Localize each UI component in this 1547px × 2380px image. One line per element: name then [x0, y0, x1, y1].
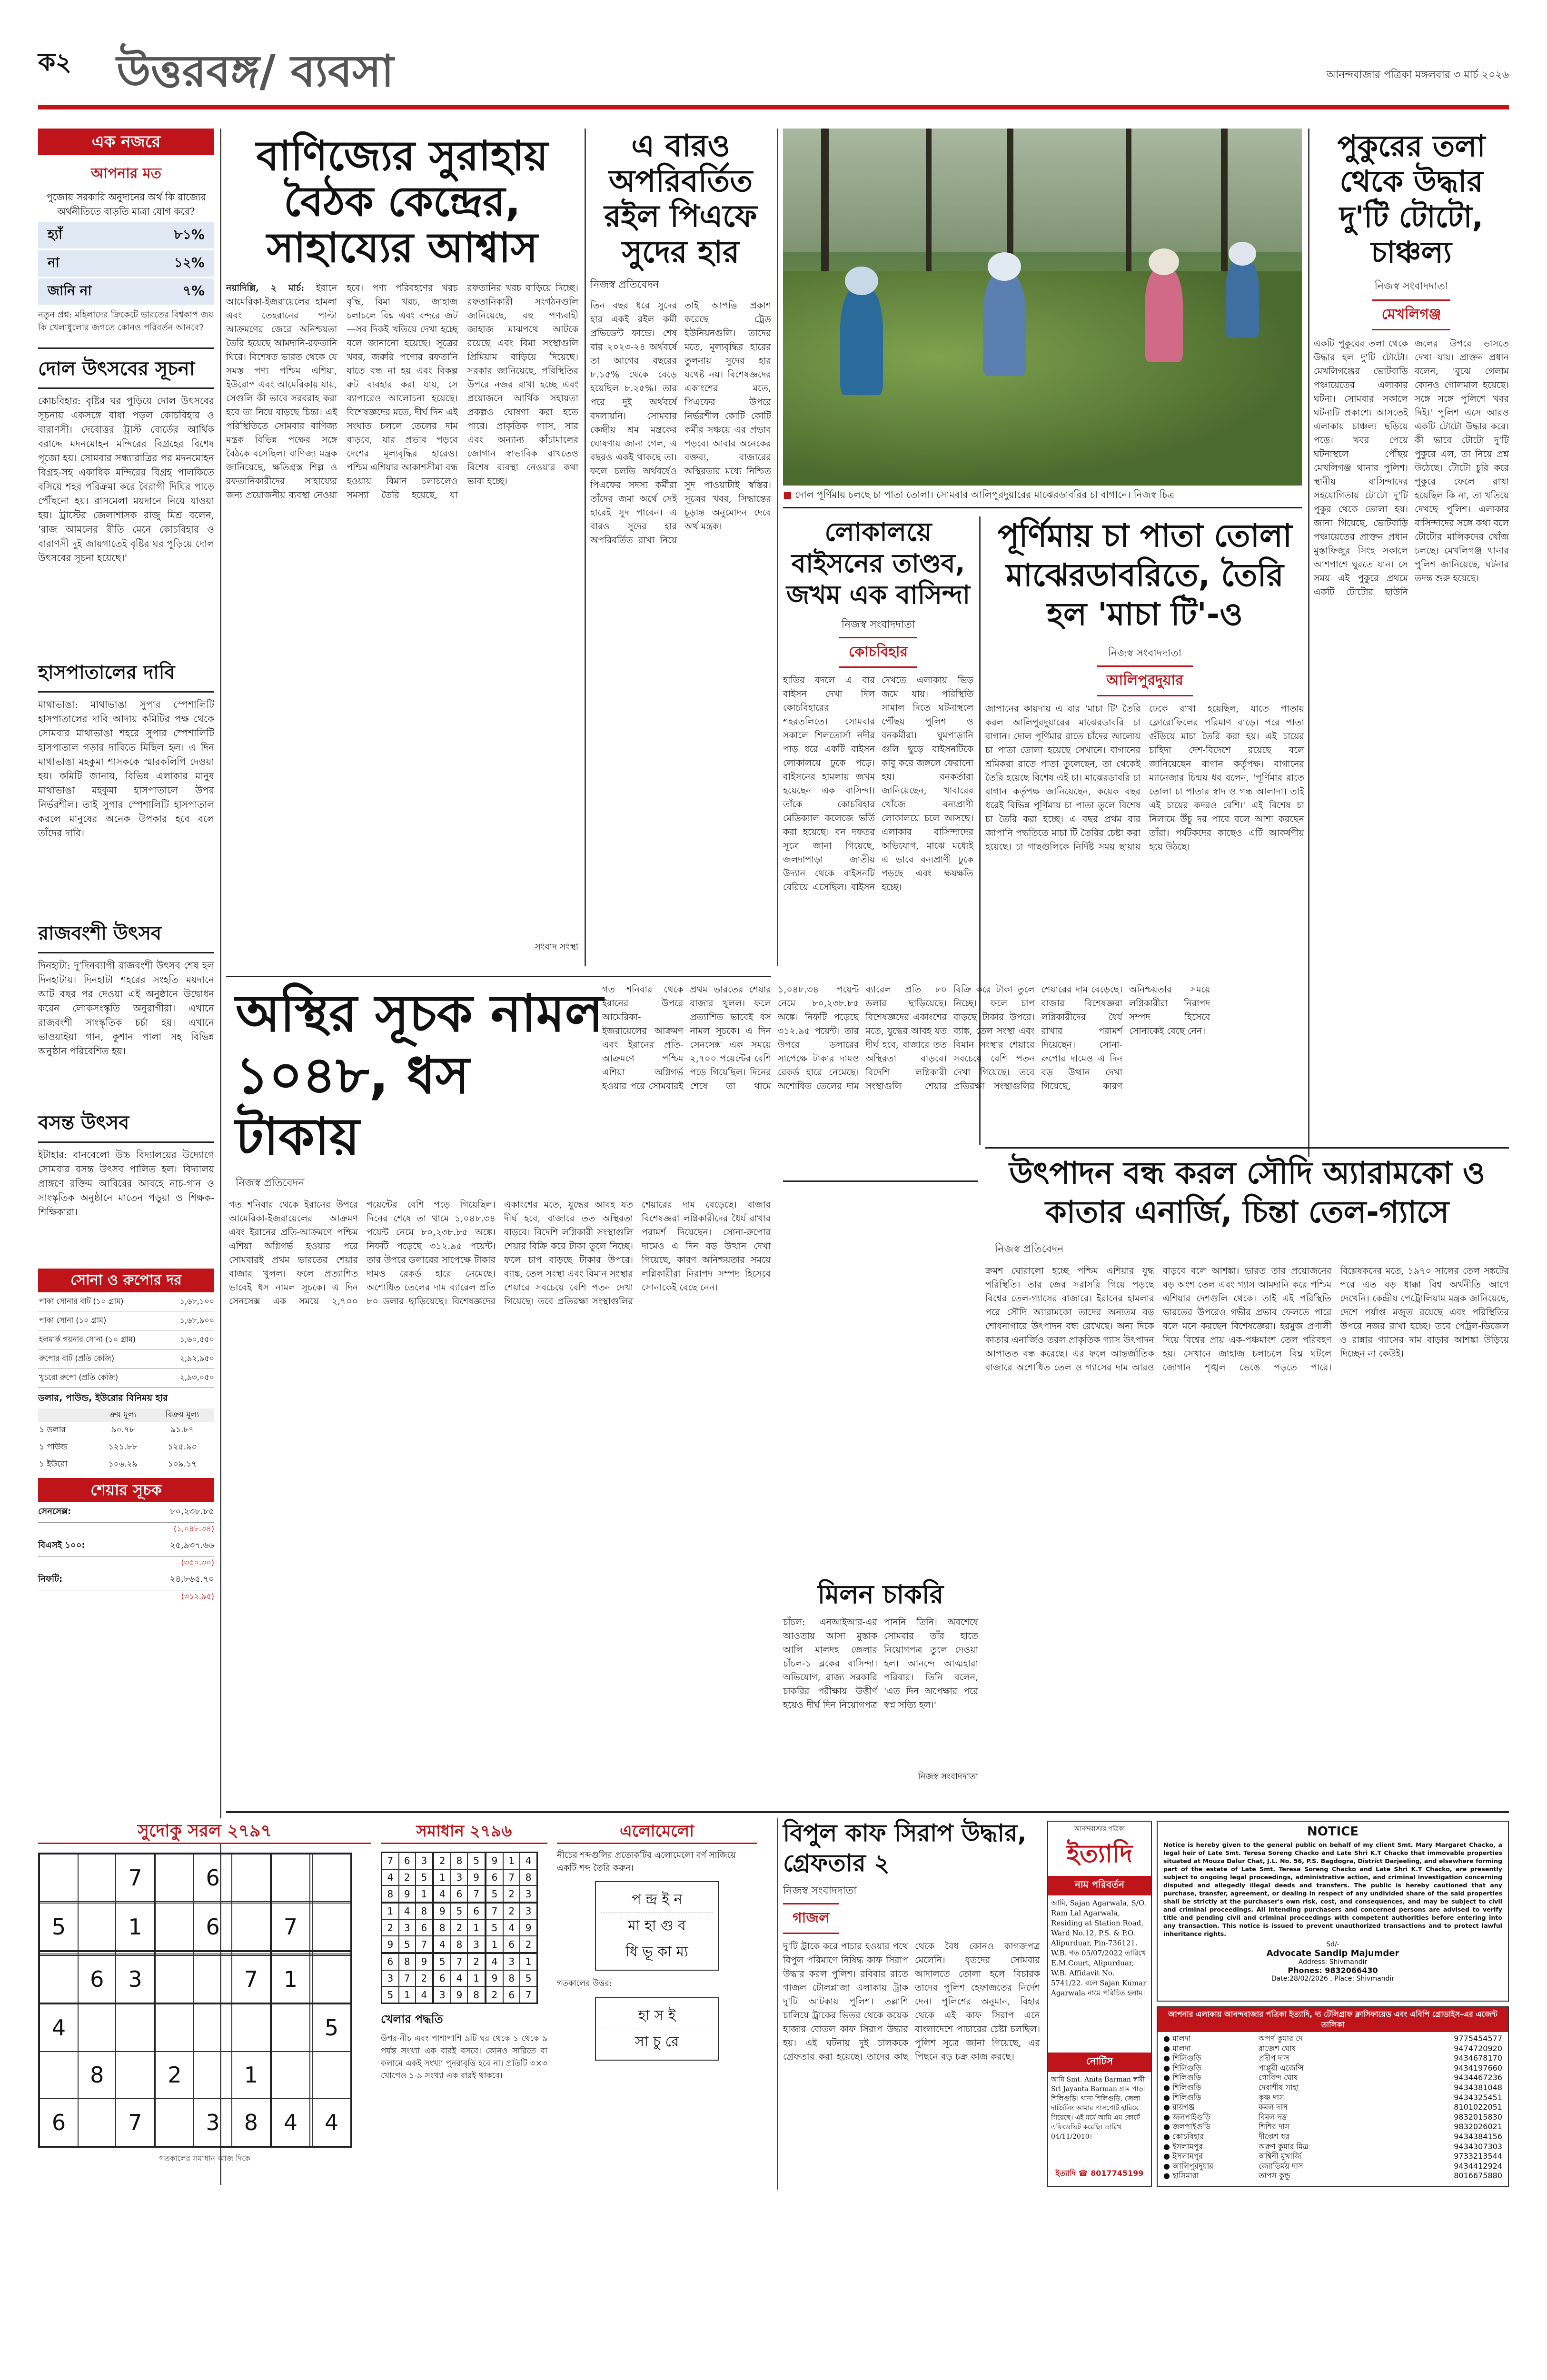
grid-cell — [78, 1903, 116, 1951]
ityadi-brand: ইত্যাদি — [1066, 1840, 1133, 1868]
agent-row: ● ইসলামপুর অরুণ কুমার মিত্র 9434307303 — [1163, 2142, 1502, 2151]
grid-cell: 5 — [486, 1885, 503, 1903]
grid-cell — [39, 1854, 78, 1902]
grid-cell: 7 — [271, 1903, 310, 1951]
ek-nojore-title: এক নজরে — [38, 129, 214, 155]
grid-cell: 6 — [433, 1970, 451, 1986]
masthead — [38, 33, 1509, 119]
grid-cell: 4 — [382, 1869, 399, 1885]
share-row: নিফটি: ২৪,৮৬৫.৭০ — [38, 1569, 214, 1590]
page-number: ক২ — [38, 48, 72, 77]
elomelo-answer-label: গতকালের উত্তর: — [557, 1979, 612, 1988]
fx-table: ক্রয় মূল্য বিক্রয় মূল্য ১ ডলার ৯০.৭৮ ৯১.৮৭ ১ পাউন্ড ১২১.৮৮ ১২৫.৯৩ ১ ইউরো ১০৬.২৯ ১০৯.১৭ — [38, 1408, 214, 1473]
grid-cell — [116, 2052, 155, 2099]
grid-cell: 7 — [486, 1903, 503, 1920]
sensex-byline: নিজস্ব প্রতিবেদন — [236, 1177, 305, 1189]
cough-place: গাজল — [783, 1903, 839, 1934]
grid-cell: 7 — [520, 1986, 537, 2003]
agent-row: ● জলপাইগুড়ি শিশির দাস 9832026021 — [1163, 2122, 1502, 2132]
poll-results — [38, 222, 214, 305]
ityadi-ad2: আমি Smt. Anita Barman স্বামী Sri Jayanta Barman গ্রাম পাড়া শিলিগুড়ি। থানা শিলিগুড়ি, জেলা দার্জিলিং আমার পাসপোর্ট হারিয়ে গিয়েছে। এই মর্মে আমি এম কোর্টে এফিডেভিট করেছি। তারিখ 04/11/2010। — [1051, 2076, 1145, 2141]
agent-list — [1157, 2006, 1509, 2187]
photo-caption: ■ দোল পূর্ণিমায় চলছে চা পাতা তোলা। সোমবার আলিপুরদুয়ারের মাঝেরডাবরির চা বাগানে। নিজস্ব চিত্র — [783, 489, 1175, 500]
ityadi-sub2: নোটিস — [1048, 2053, 1151, 2072]
bison-headline: লোকালয়ে বাইসনের তাণ্ডব, জখম এক বাসিন্দা — [786, 517, 971, 610]
grid-cell — [312, 1903, 351, 1951]
agent-rows — [1158, 2032, 1508, 2183]
ityadi-sub1: নাম পরিবর্তন — [1048, 1876, 1151, 1895]
tea-worker — [840, 286, 883, 395]
grid-cell: 7 — [232, 1955, 271, 2003]
poll-row: না ১২% — [38, 250, 214, 277]
grid-cell: 6 — [194, 1854, 231, 1902]
table-row: ১ ইউরো ১০৬.২৯ ১০৯.১৭ — [39, 1459, 197, 1469]
grid-cell: 1 — [486, 1936, 503, 1953]
grid-cell: 2 — [467, 1953, 485, 1970]
grid-row — [382, 1869, 537, 1885]
grid-row — [382, 1853, 537, 1869]
grid-cell: 1 — [520, 1953, 537, 1970]
dol-title: দোল উৎসবের সূচনা — [38, 347, 214, 389]
grid-row — [382, 1970, 537, 1986]
agent-row: ● জলপাইগুড়ি বিমল দত্ত 9832015830 — [1163, 2112, 1502, 2122]
grid-cell — [78, 1854, 116, 1902]
grid-cell: 6 — [451, 1885, 467, 1903]
grid-cell: 9 — [486, 1970, 503, 1986]
grid-cell: 4 — [451, 1970, 467, 1986]
sudoku-title: সুদোকু সরল ২৭৯৭ — [38, 1818, 371, 1844]
toto-body: একটি পুকুরের তলা থেকে উদ্ধার হল দু'টি টোটো। মেখলিগঞ্জের ভোটবাড়ি পঞ্চায়েতের এলাকার ঘটনা। সোমবার সকালে ঘটনাটি প্রকাশ্যে আসতেই এলাকায় চাঞ্চল্য ছড়িয়ে পড়ে। খবর পেয়ে ঘটনাস্থলে পৌঁছয় মেখলিগঞ্জ থানার পুলিশ। স্থানীয় বাসিন্দাদের সহযোগিতায় টোটো দু'টি পুকুর থেকে তোলা হয়। জানা গিয়েছে, ভোটবাড়ি পঞ্চায়েতের প্রাক্তন প্রধান মুস্তাফিজুর সিংহ সকালে আশপাশে ঘুরতে যান। সে সময় এই পুকুরে প্রথমে একটি টোটোর ছাউনি জলের উপরে ভাসতে দেখা যায়। প্রাক্তন প্রধান বলেন, 'বুঝে গেলাম কোনও গোলমাল হয়েছে। সঙ্গে সঙ্গে পুলিশে খবর দিই।' পুলিশ এসে আরও একটি টোটো উদ্ধার করে। কী ভাবে টোটো দু'টি পুকুরে এল, তা নিয়ে প্রশ্ন উঠেছে। টোটো চুরি করে পুকুরে ফেলে রাখা হয়েছিল কি না, তা খতিয়ে দেখছে পুলিশ। এলাকার বাসিন্দাদের সঙ্গে কথা বলে টোটোর মালিকদের খোঁজ চলছে। মেখলিগঞ্জ থানার পুলিশ জানিয়েছে, ঘটনার তদন্ত শুরু হয়েছে। — [1314, 338, 1509, 597]
grid-cell: 1 — [503, 1853, 520, 1869]
grid-cell: 9 — [451, 1986, 467, 2003]
grid-cell: 8 — [467, 1986, 485, 2003]
grid-cell — [194, 2052, 231, 2099]
grid-cell: 7 — [451, 1953, 467, 1970]
grid-cell: 1 — [399, 1986, 416, 2003]
grid-cell: 3 — [433, 1986, 451, 2003]
cough-body: দু'টি ট্রাকে করে পাচার হওয়ার পথে বিপুল পরিমাণে নিষিদ্ধ কাফ সিরাপ উদ্ধার করল পুলিশ। রবিবার রাতে গাজল টোলপ্লাজা এলাকায় ট্রাক দু'টি আটকায় পুলিশ। তল্লাশি চালিয়ে ট্রাকের ভিতর থেকে কয়েক হাজার বোতল কাফ সিরাপ উদ্ধার হয়। এই ঘটনায় দুই চালককে গ্রেফতার করা হয়েছে। তাদের কাছ থেকে বৈধ কোনও কাগজপত্র মেলেনি। ধৃতদের সোমবার আদালতে তোলা হলে বিচারক তাদের পুলিশ হেফাজতের নির্দেশ দেন। পুলিশের অনুমান, বিহার থেকে এই কাফ সিরাপ এনে বাংলাদেশে পাচারের চেষ্টা চলছিল। পুলিশ সূত্রে জানা গিয়েছে, এর পিছনে বড় চক্র কাজ করছে। — [783, 1941, 1040, 2062]
grid-cell: 2 — [503, 1903, 520, 1920]
agent-row: ● শিলিগুড়ি কৃষ্ণ দাস 9434325451 — [1163, 2092, 1502, 2102]
gold-table — [38, 1292, 214, 1388]
agent-row: ● কোচবিহার দীপ্তেশ ধর 9434384156 — [1163, 2132, 1502, 2141]
aramco-story — [985, 1154, 1509, 1811]
share-rows — [38, 1502, 214, 1603]
grid-cell: 6 — [78, 1955, 116, 2003]
grid-cell: 3 — [503, 1953, 520, 1970]
grid-cell: 1 — [271, 1955, 310, 2003]
grid-cell: 2 — [433, 1853, 451, 1869]
table-row: পাকা সোনা (১০ গ্রাম) ১,৬৮,৯০০ — [38, 1311, 214, 1330]
toto-place: মেখলিগঞ্জ — [1372, 299, 1451, 330]
lead-story — [226, 129, 578, 976]
grid-cell — [155, 1903, 194, 1951]
grid-cell: 6 — [486, 1869, 503, 1885]
lead-headline: বাণিজ্যের সুরাহায় বৈঠক কেন্দ্রের, সাহায্যের আশ্বাস — [256, 132, 548, 272]
sudoku-grid — [38, 1853, 352, 2148]
grid-cell: 2 — [451, 1920, 467, 1936]
grid-cell — [78, 2003, 116, 2052]
pf-body: তিন বছর ধরে সুদের হার একই রইল কর্মী প্রভিডেন্ট ফান্ডে। শেষ বার ২০২৩-২৪ অর্থবর্ষে তা আগের বছরের ৮.১৫% থেকে বেড়ে হয়েছিল ৮.২৫%। তার পরে দুই অর্থবর্ষে বদলায়নি। সোমবার কেন্দ্রীয় শ্রম মন্ত্রকের ঘোষণায় জানা গেল, এ বছরও একই থাকছে তা। ফলে চলতি অর্থবর্ষেও পিএফের সদস্য কর্মীরা তাঁদের জমা অর্থে সেই হারেই সুদ পাবেন। এ বারও সুদের হার অপরিবর্তিত রাখা নিয়ে তাই আপত্তি প্রকাশ করেছে ট্রেড ইউনিয়নগুলি। তাদের মতে, মূল্যবৃদ্ধির হারের তুলনায় সুদের হার যথেষ্ট নয়। বিশেষজ্ঞদের একাংশের মতে, পিএফের উপরে নির্ভরশীল কোটি কোটি কর্মীর সঞ্চয়ে এর প্রভাব পড়বে। আবার অনেকের বক্তব্য, বাজারের অস্থিরতার মধ্যে নিশ্চিত সুদ পাওয়াটাই স্বস্তির। সূত্রের খবর, সিদ্ধান্তের চূড়ান্ত অনুমোদন দেবে অর্থ মন্ত্রক। — [590, 300, 771, 545]
grid-cell: 4 — [271, 2099, 310, 2147]
agent-row: ● মালদা অপর্ণ কুমার দে 9775454577 — [1163, 2034, 1502, 2043]
grid-row — [39, 1903, 351, 1951]
grid-cell: 4 — [433, 1936, 451, 1953]
grid-cell: 5 — [486, 1920, 503, 1936]
notice-phone: Phones: 9832066430 — [1288, 1966, 1378, 1975]
grid-cell: 6 — [194, 1903, 231, 1951]
grid-cell: 5 — [467, 1853, 485, 1869]
grid-cell: 7 — [382, 1853, 399, 1869]
fx-title: ডলার, পাউন্ড, ইউরোর বিনিময় হার — [38, 1393, 168, 1403]
pf-headline: এ বারও অপরিবর্তিত রইল পিএফে সুদের হার — [604, 129, 757, 270]
grid-cell — [39, 1955, 78, 2003]
grid-cell: 3 — [416, 1853, 433, 1869]
tea-headline: পূর্ণিমায় চা পাতা তোলা মাঝেরডাবরিতে, তৈরি হল 'মাচা টি'-ও — [997, 517, 1292, 633]
grid-cell: 8 — [433, 1920, 451, 1936]
elomelo-box-2 — [595, 1997, 719, 2061]
agent-row: ● রায়গঞ্জ কমল দাস 8101022051 — [1163, 2102, 1502, 2112]
share-row: বিএসই ১০০: ২৫,৯৩৭.৬৬ — [38, 1536, 214, 1557]
poll-next: নতুন প্রশ্ন: মহিলাদের ক্রিকেটে ভারতের বিশ্বকাপ জয় কি খেলাধুলোর জগতে কোনও পরিবর্তন আনবে? — [38, 310, 214, 333]
legal-notice — [1157, 1821, 1509, 2002]
table-row: ১ ডলার ৯০.৭৮ ৯১.৮৭ — [39, 1425, 194, 1435]
elomelo-word: প ন্দ্র ই ন — [601, 1887, 713, 1913]
grid-cell — [271, 2052, 310, 2099]
grid-cell — [194, 2003, 231, 2052]
bison-body: হাতির বদলে এ বার বাইসন দেখা দিল কোচবিহারের শহরতলিতে। সোমবার সকালে শিলতোর্সা নদীর পাড় ধরে একটি বাইসন লোকালয়ে ঢুকে পড়ে। বাইসনের হামলায় জখম হয়েছেন এক বাসিন্দা। তাঁকে কোচবিহার মেডিক্যাল কলেজে ভর্তি করা হয়েছে। বন দফতর সূত্রে জানা গিয়েছে, জলদাপাড়া জাতীয় উদ্যান থেকে বাইসনটি বেরিয়ে এসেছিল। বাইসন দেখতে এলাকায় ভিড় জমে যায়। পরিস্থিতি সামাল দিতে ঘটনাস্থলে পৌঁছয় পুলিশ ও বনকর্মীরা। ঘুমপাড়ানি গুলি ছুড়ে বাইসনটিকে কাবু করে জঙ্গলে ফেরানো হয়। বনকর্তারা জানিয়েছেন, খাবারের খোঁজে বন্যপ্রাণী লোকালয়ে চলে আসছে। এলাকার বাসিন্দাদের অভিযোগ, মাঝে মধ্যেই এ ভাবে বন্যপ্রাণী ঢুকে পড়ছে এবং ক্ষয়ক্ষতি হচ্ছে। — [783, 674, 973, 892]
rules-body: উপর-নীচ এবং পাশাপাশি ৯টি ঘর থেকে ১ থেকে ৯ পর্যন্ত সংখ্যা এক বারই বসবে। কোনও সারিতে বা কলামে একই সংখ্যা পুনরাবৃত্তি হবে না। প্রতিটি ৩×৩ খোপেও ১-৯ সংখ্যা এক বারই থাকবে। — [381, 2034, 547, 2081]
grid-cell: 8 — [451, 1936, 467, 1953]
poll-title: আপনার মত — [90, 165, 162, 182]
paper-date: আনন্দবাজার পত্রিকা মঙ্গলবার ৩ মার্চ ২০২৬ — [1326, 69, 1509, 81]
grid-cell: 7 — [467, 1885, 485, 1903]
tea-worker — [1229, 242, 1256, 266]
grid-cell: 6 — [503, 1986, 520, 2003]
grid-cell: 3 — [399, 1920, 416, 1936]
poll-row: জানি না ৭% — [38, 278, 214, 305]
grid-cell — [155, 1854, 194, 1902]
tea-worker — [1145, 267, 1183, 362]
grid-cell: 2 — [503, 1885, 520, 1903]
grid-cell: 1 — [382, 1903, 399, 1920]
grid-cell: 3 — [194, 2099, 231, 2147]
grid-cell: 5 — [382, 1986, 399, 2003]
ityadi-phone: ইত্যাদি ☎ 8017745199 — [1055, 2169, 1144, 2178]
grid-cell: 4 — [503, 1920, 520, 1936]
tea-worker — [1149, 248, 1179, 275]
cough-headline: বিপুল কাফ সিরাপ উদ্ধার, গ্রেফতার ২ — [783, 1819, 1027, 1877]
notice-advocate: Advocate Sandip Majumder — [1266, 1948, 1399, 1958]
agent-title: আপনার এলাকায় আনন্দবাজার পত্রিকা ইত্যাদি, দ্য টেলিগ্রাফ ক্লাসিফায়েড এবং এবিপি গ্রোডাইস-এর এজেন্ট তালিকা — [1158, 2007, 1508, 2032]
aramco-headline: উৎপাদন বন্ধ করল সৌদি অ্যারামকো ও কাতার এনার্জি, চিন্তা তেল-গ্যাসে — [1009, 1156, 1485, 1230]
grid-cell: 8 — [503, 1970, 520, 1986]
elomelo-intro: নীচের শব্দগুলির প্রত্যেকটির এলোমেলো বর্ণ সাজিয়ে একটি শব্দ তৈরি করুন। — [557, 1850, 736, 1873]
grid-cell: 3 — [467, 1936, 485, 1953]
table-row: পাকা সোনার বাট (১০ গ্রাম) ১,৬৮,১০০ — [38, 1292, 214, 1311]
agent-row: ● আলিপুরদুয়ার জ্যোতির্ময় দাস 9434412924 — [1163, 2161, 1502, 2171]
sensex-body-top: গত শনিবার থেকে ইরানের উপরে আমেরিকা-ইজরায়েলের আক্রমণ এবং ইরানের প্রতি-আক্রমণে পশ্চিম এশিয়া অগ্নিগর্ভ হওয়ার পরে সোমবারই প্রথম ভারতের শেয়ার বাজার খুলল। ফলে প্রত্যাশিত ভাবেই ধস নামল সূচকে। এ দিন সেনসেক্স এক সময়ে ২,৭০০ পয়েন্টের বেশি পড়ে গিয়েছিল। দিনের শেষে তা থামে ১,০৪৮.৩৪ পয়েন্ট নেমে ৮০,২৩৮.৮৫ অঙ্কে। নিফটি পড়েছে ৩১২.৯৫ পয়েন্ট। তার উপরে ডলারের সাপেক্ষে টাকার দামও রেকর্ড হারে নেমেছে। অশোধিত তেলের দাম ব্যারেল প্রতি ৮০ ডলার ছাড়িয়েছে। বিশেষজ্ঞদের একাংশের মতে, যুদ্ধের আবহ যত দীর্ঘ হবে, বাজারে তত অস্থিরতা বাড়বে। বিদেশি লগ্নিকারী সংস্থাগুলি শেয়ার বিক্রি করে টাকা তুলে নিচ্ছে। ফলে চাপ বাড়ছে টাকার উপরে। ব্যাঙ্ক, তেল সংস্থা এবং বিমান সংস্থার শেয়ারে সবচেয়ে বেশি পতন দেখা গিয়েছে। তবে প্রতিরক্ষা সংস্থাগুলির শেয়ারের দাম বেড়েছে। বাজার বিশেষজ্ঞরা লগ্নিকারীদের ধৈর্য রাখার পরামর্শ দিয়েছেন। সোনা-রুপোর দামেও এ দিন বড় উত্থান দেখা গিয়েছে, কারণ অনিশ্চয়তার সময়ে লগ্নিকারীরা নিরাপদ সম্পদ হিসেবে সোনাকেই বেছে নেন। — [602, 984, 1210, 1091]
sudoku-puzzle — [38, 1818, 371, 2190]
bison-byline: নিজস্ব সংবাদদাতা — [841, 618, 915, 631]
grid-cell: 6 — [382, 1953, 399, 1970]
grid-cell — [232, 1903, 271, 1951]
solution-grid — [381, 1852, 538, 2004]
grid-cell — [312, 1955, 351, 2003]
grid-cell: 3 — [116, 1955, 155, 2003]
milon-credit: নিজস্ব সংবাদদাতা — [918, 1772, 978, 1782]
grid-row — [382, 1936, 537, 1953]
agent-row: ● শিলিগুড়ি দেবাশীষ সাহা 9434381048 — [1163, 2082, 1502, 2092]
ityadi-classifieds — [1047, 1821, 1152, 2187]
notice-date: Date:28/02/2026 , Place: Shivmandir — [1271, 1975, 1395, 1983]
grid-cell: 7 — [116, 2099, 155, 2147]
grid-cell: 2 — [382, 1920, 399, 1936]
grid-cell: 9 — [382, 1936, 399, 1953]
hosp-body: মাথাভাঙা: মাথাভাঙা সুপার স্পেশালিটি হাসপাতালের দাবি আদায় কমিটির পক্ষ থেকে সোমবার মাথাভাঙা শহরে সুপার স্পেশালিটি হাসপাতাল গড়ার দাবিতে মিছিল হল। এ দিন মাথাভাঙা মহকুমা শাসককে স্মারকলিপি দেওয়া হয়। কমিটি জানায়, বিভিন্ন এলাকার মানুষ মাথাভাঙা মহকুমা হাসপাতালে উপর নির্ভরশীল। তাই সুপার স্পেশালিটি হাসপাতাল করলে মানুষের অনেক উপকার হবে বলে তাঁদের দাবি। — [38, 699, 214, 839]
raj-body: দিনহাটা: দু'দিনব্যাপী রাজবংশী উৎসব শেষ হল দিনহাটায়। দিনহাটা শহরের সংহতি ময়দানে আট বছর পর দেওয়া এই অনুষ্ঠানে উদ্বোধন করেন লোকসংস্কৃতি অনুরাগীরা। এখানে রাজবংশী সাংস্কৃতিক চর্চা হয়। এখানে ভাওয়াইয়া গান, কুশান পালা সহ বিভিন্ন অনুষ্ঠান পরিবেশিত হয়। — [38, 960, 214, 1057]
grid-cell — [271, 2003, 310, 2052]
toto-headline: পুকুরের তলা থেকে উদ্ধার দু'টি টোটো, চাঞ্চল্য — [1337, 129, 1486, 270]
grid-cell: 3 — [451, 1869, 467, 1885]
grid-cell — [232, 2003, 271, 2052]
lead-credit: সংবাদ সংস্থা — [535, 941, 578, 952]
agent-row: ● শিলিগুড়ি পাপ্পুরী এজেন্সি 9434197660 — [1163, 2063, 1502, 2073]
gold-title: সোনা ও রুপোর দর — [38, 1269, 214, 1292]
table-row: হলমার্ক গয়নার সোনা (১০ গ্রাম) ১,৬০,৫৫০ — [38, 1330, 214, 1349]
lead-body: নয়াদিল্লি, ২ মার্চ: ইরানে আমেরিকা-ইজরায়েলের হামলা এবং তেহরানের পাল্টা আক্রমণের জেরে অনিশ্চয়তা তৈরি হয়েছে আমদানি-রফতানি ঘিরে। বিশেষত ভারত থেকে যে সমস্ত পণ্য পশ্চিম এশিয়া, ইউরোপ এবং আমেরিকায় যায়, সেগুলি কী ভাবে সরবরাহ করা হবে তা নিয়ে বাড়ছে চিন্তা। এই পরিস্থিতিতে সোমবার বাণিজ্য মন্ত্রক বিভিন্ন পক্ষের সঙ্গে বৈঠকে বসেছিল। বাণিজ্য মন্ত্রক জানিয়েছে, ক্ষতিগ্রস্ত শিল্প ও রফতানিকারীদের সাহায্যের জন্য প্রয়োজনীয় ব্যবস্থা নেওয়া হবে। পণ্য পরিবহণের খরচ বৃদ্ধি, বিমা খরচ, জাহাজ চলাচলে বিঘ্ন এবং বন্দরে জট—সব দিকই খতিয়ে দেখা হচ্ছে বলে জানানো হয়েছে। সূত্রের খবর, জরুরি পণ্যের রফতানি যাতে বন্ধ না হয় এবং বিকল্প রুট ব্যবহার করা যায়, সে ব্যাপারেও আলোচনা হয়েছে। বিশেষজ্ঞদের মতে, দীর্ঘ দিন এই সংঘাত চললে তেলের দাম বাড়বে, যার প্রভাব পড়বে দেশের মূল্যবৃদ্ধির হারেও। পশ্চিম এশিয়ার আকাশসীমা বন্ধ হওয়ায় বিমান চলাচলেও সমস্যা তৈরি হয়েছে, যা রফতানির খরচ বাড়িয়ে দিচ্ছে। রফতানিকারী সংগঠনগুলি জানিয়েছে, বহু পণ্যবাহী জাহাজ মাঝপথে আটকে রয়েছে এবং বিমা সংস্থাগুলি প্রিমিয়াম বাড়িয়ে দিয়েছে। সরকার জানিয়েছে, পরিস্থিতির উপরে নজর রাখা হচ্ছে এবং প্রয়োজনে আর্থিক সহায়তা প্রকল্পও ঘোষণা করা হতে পারে। প্রাকৃতিক গ্যাস, সার এবং অন্যান্য কাঁচামালের জোগান স্বাভাবিক রাখতেও বিশেষ ব্যবস্থা নেওয়ার কথা ভাবা হচ্ছে। — [226, 282, 578, 500]
grid-cell: 5 — [399, 1936, 416, 1953]
section-title: উত্তরবঙ্গ/ ব্যবসা — [117, 46, 394, 97]
grid-cell — [232, 1854, 271, 1902]
grid-cell: 8 — [451, 1853, 467, 1869]
milon-headline: মিলন চাকরি — [817, 1579, 944, 1609]
grid-cell: 1 — [467, 1920, 485, 1936]
grid-cell: 8 — [382, 1885, 399, 1903]
grid-cell: 7 — [503, 1869, 520, 1885]
grid-cell: 7 — [416, 1936, 433, 1953]
notice-sign: Sd/- — [1326, 1941, 1339, 1948]
agent-row: ● শিলিগুড়ি প্রদীপ দাস 9434678170 — [1163, 2053, 1502, 2063]
pf-story — [590, 129, 771, 966]
grid-cell: 2 — [416, 1970, 433, 1986]
grid-cell — [155, 2003, 194, 2052]
basanta-title: বসন্ত উৎসব — [38, 1108, 214, 1143]
elomelo-puzzle — [557, 1818, 757, 2190]
agent-row: ● শিলিগুড়ি গোবিন্দ ঘোষ 9434467236 — [1163, 2073, 1502, 2082]
dol-body: কোচবিহার: বৃষ্টির ঘর পুড়িয়ে দোল উৎসবের সূচনায় একসঙ্গে বাধা পড়ল কোচবিহার ও বারাণসী। দেবোত্তর ট্রাস্ট বোর্ডের আর্থিক বরাদ্দে মদনমোহন মন্দিরের বিগ্রহের বিশেষ পূজো হয়। সোমবার সন্ধ্যারাত্রির পর মদনমোহন বিগ্রহ-সহ একাধিক মন্দিরের বিগ্রহ পালকিতে বসিয়ে শহর পরিক্রমা করে বৈরাগী দিঘির পাড়ে পৌঁছনো হয়। রাসমেলা ময়দানে নিয়ে যাওয়া হয়। ট্রাস্টের জেলাশাসক রাজু মিশ্র বলেন, 'রাজ আমলের রীতি মেনে কোচবিহার ও বারাণসী দুই জায়গাতেই বৃষ্টির ঘর পুড়িয়ে দোল উৎসবের সূচনা হয়েছে।' — [38, 395, 214, 564]
grid-cell: 2 — [399, 1869, 416, 1885]
grid-cell — [39, 2052, 78, 2099]
grid-row — [382, 1953, 537, 1970]
elomelo-word: সা চু রে — [635, 2033, 679, 2050]
notice-body: Notice is hereby given to the general public on behalf of my client Smt. Mary Margaret Chacko, a legal heir of Late Smt. Teresa Soreng Chacko and Late Shri K.T Chacko that immovable properties situated at Mouza Dalur Chat, J.L. No. 56, P.S. Bagdogra, District Darjeeling, and elsewhere forming part of the estate of Late Smt. Teresa Soreng Chacko and Late Shri K.T Chacko, are presently subject to ongoing legal proceedings, administrative action, and criminal investigation concerning disputed and allegedly illegal deeds and transfers. The public is hereby cautioned that any purchase, transfer, agreement, or dealing in respect of any undivided share of the said properties shall be strictly at the purchaser's own risk, cost, and consequences, and may be subject to civil and criminal proceedings. All intending purchasers and concerned persons are advised to verify title and pending civil and criminal proceedings with competent authorities before entering into any transaction. This notice is issued to prevent unauthorized transactions and to protect lawful inheritance rights. — [1163, 1841, 1502, 1937]
table-row: খুচরো রুপো (প্রতি কেজি) ২,৯৩,০৫০ — [38, 1368, 214, 1388]
grid-cell: 6 — [416, 1920, 433, 1936]
rules-title: খেলার পদ্ধতি — [381, 2013, 443, 2026]
share-change: (৩৫০.৩০) — [181, 1558, 214, 1567]
grid-cell — [155, 2099, 194, 2147]
elomelo-word: হা স ই — [601, 2003, 713, 2029]
grid-row — [39, 1955, 351, 2003]
grid-cell: 1 — [467, 1970, 485, 1986]
cough-story — [783, 1818, 1040, 2190]
grid-cell: 9 — [520, 1920, 537, 1936]
grid-cell: 8 — [232, 2099, 271, 2147]
grid-cell: 5 — [433, 1953, 451, 1970]
grid-cell: 6 — [467, 1903, 485, 1920]
sudoku-note: গতকালের সমাধান আজ দিকে — [159, 2154, 250, 2163]
poll-question: পুজোয় সরকারি অনুদানের অর্থ কি রাজ্যের অর্থনীতিতে বাড়তি মাত্রা যোগ করে? — [46, 191, 206, 217]
grid-cell: 9 — [416, 1953, 433, 1970]
table-row: ১ পাউন্ড ১২১.৮৮ ১২৫.৯৩ — [39, 1442, 197, 1452]
raj-title: রাজবংশী উৎসব — [38, 918, 214, 953]
grid-cell: 9 — [399, 1885, 416, 1903]
grid-cell: 2 — [520, 1936, 537, 1953]
grid-cell: 9 — [467, 1869, 485, 1885]
pf-byline: নিজস্ব প্রতিবেদন — [590, 278, 659, 291]
grid-row — [382, 1903, 537, 1920]
tea-worker — [983, 271, 1026, 376]
tea-worker — [1226, 257, 1259, 338]
elomelo-word: ধি ভূ কা ম্য — [625, 1944, 688, 1960]
aramco-body: ক্রমশ ঘোরালো হচ্ছে পশ্চিম এশিয়ার যুদ্ধ পরিস্থিতি। তার জের সরাসরি গিয়ে পড়ছে বিশ্বের তেল-গ্যাসের বাজারে। ইরানের হামলার পরে সৌদি অ্যারামকো তাদের অন্যতম বড় শোধনাগারে উৎপাদন বন্ধ রেখেছে। অন্য দিকে কাতার এনার্জিও তরল প্রাকৃতিক গ্যাস উৎপাদন আপাতত বন্ধ করেছে। এর ফলে আন্তর্জাতিক বাজারে অশোধিত তেল ও গ্যাসের দাম আরও বাড়বে বলে আশঙ্কা। ভারত তার প্রয়োজনের বড় অংশ তেল এবং গ্যাস আমদানি করে পশ্চিম এশিয়ার দেশগুলি থেকে। তাই এই পরিস্থিতি ভারতের উপরেও গভীর প্রভাব ফেলতে পারে বলে মনে করছেন বিশেষজ্ঞেরা। হরমুজ প্রণালী দিয়ে বিশ্বের প্রায় এক-পঞ্চমাংশ তেল পরিবহণ হয়। সেখানে জাহাজ চলাচলে বিঘ্ন ঘটলে জোগান শৃঙ্খল ভেঙে পড়তে পারে। বিশ্লেষকদের মতে, ১৯৭০ সালের তেল সঙ্কটের পরে এত বড় ধাক্কা বিশ্ব অর্থনীতি আগে দেখেনি। কেন্দ্রীয় পেট্রোলিয়াম মন্ত্রক জানিয়েছে, দেশে পর্যাপ্ত মজুত রয়েছে এবং পরিস্থিতির উপরে নজর রাখা হচ্ছে। তবে পেট্রল-ডিজেল ও রান্নার গ্যাসের দাম বাড়ার আশঙ্কা উড়িয়ে দিচ্ছেন না কেউই। — [985, 1265, 1509, 1373]
solution-title: সমাধান ২৭৯৬ — [381, 1818, 547, 1844]
grid-cell — [116, 2003, 155, 2052]
grid-cell — [78, 2099, 116, 2147]
tea-worker — [988, 252, 1021, 281]
grid-cell: 3 — [520, 1885, 537, 1903]
grid-row — [382, 1986, 537, 2003]
grid-cell — [312, 2052, 351, 2099]
grid-cell: 3 — [382, 1970, 399, 1986]
grid-cell: 4 — [433, 1885, 451, 1903]
agent-row: ● ইসলামপুর অশ্বিনী মুখার্জি 9733213544 — [1163, 2152, 1502, 2161]
sensex-body: গত শনিবার থেকে ইরানের উপরে আমেরিকা-ইজরায়েলের আক্রমণ এবং ইরানের প্রতি-আক্রমণে পশ্চিম এশিয়া অগ্নিগর্ভ হওয়ার পরে সোমবারই প্রথম ভারতের শেয়ার বাজার খুলল। ফলে প্রত্যাশিত ভাবেই ধস নামল সূচকে। এ দিন সেনসেক্স এক সময়ে ২,৭০০ পয়েন্টের বেশি পড়ে গিয়েছিল। দিনের শেষে তা থামে ১,০৪৮.৩৪ পয়েন্ট নেমে ৮০,২৩৮.৮৫ অঙ্কে। নিফটি পড়েছে ৩১২.৯৫ পয়েন্ট। তার উপরে ডলারের সাপেক্ষে টাকার দামও রেকর্ড হারে নেমেছে। অশোধিত তেলের দাম ব্যারেল প্রতি ৮০ ডলার ছাড়িয়েছে। বিশেষজ্ঞদের একাংশের মতে, যুদ্ধের আবহ যত দীর্ঘ হবে, বাজারে তত অস্থিরতা বাড়বে। বিদেশি লগ্নিকারী সংস্থাগুলি শেয়ার বিক্রি করে টাকা তুলে নিচ্ছে। ফলে চাপ বাড়ছে টাকার উপরে। ব্যাঙ্ক, তেল সংস্থা এবং বিমান সংস্থার শেয়ারে সবচেয়ে বেশি পতন দেখা গিয়েছে। তবে প্রতিরক্ষা সংস্থাগুলির শেয়ারের দাম বেড়েছে। বাজার বিশেষজ্ঞরা লগ্নিকারীদের ধৈর্য রাখার পরামর্শ দিয়েছেন। সোনা-রুপোর দামেও এ দিন বড় উত্থান দেখা গিয়েছে, কারণ অনিশ্চয়তার সময়ে লগ্নিকারীরা নিরাপদ সম্পদ হিসেবে সোনাকেই বেছে নেন। — [229, 1199, 771, 1307]
grid-cell: 5 — [39, 1903, 78, 1951]
grid-row — [39, 2099, 351, 2147]
milon-body: চাঁচল: এনআইআর-এর আওতায় আসা মুস্তাক আলি মালদহ জেলার চাঁচল-১ ব্লকের বাসিন্দা। অভিযোগ, রাজ্য সরকারি চাকরির পরীক্ষায় উত্তীর্ণ হয়েও দীর্ঘ দিন নিয়োগপত্র পাননি তিনি। অবশেষে সোমবার তাঁর হাতে নিয়োগপত্র তুলে দেওয়া হল। আনন্দে আত্মহারা পরিবার। তিনি বলেন, 'এত দিন অপেক্ষার পরে স্বপ্ন সত্যি হল।' — [783, 1617, 978, 1711]
elomelo-title: এলোমেলো — [557, 1818, 757, 1844]
ityadi-brand-top: আনন্দবাজার পত্রিকা — [1074, 1825, 1125, 1833]
grid-cell: 4 — [399, 1903, 416, 1920]
grid-cell: 5 — [312, 2003, 351, 2052]
bison-place: কোচবিহার — [839, 637, 917, 668]
grid-row — [39, 2052, 351, 2099]
poll-row: হ্যাঁ ৮১% — [38, 222, 214, 248]
share-title: শেয়ার সূচক — [38, 1478, 214, 1502]
agent-row: ● মালদা রাজেশ ঘোষ 9474720920 — [1163, 2043, 1502, 2053]
grid-cell: 1 — [232, 2052, 271, 2099]
share-row: সেনসেক্স: ৮০,২৩৮.৮৫ — [38, 1502, 214, 1523]
share-change: (৩১২.৯৫) — [181, 1592, 214, 1601]
grid-cell: 5 — [451, 1903, 467, 1920]
share-change: (১,০৪৮.৩৪) — [174, 1524, 214, 1533]
grid-cell: 4 — [416, 1986, 433, 2003]
notice-title: NOTICE — [1307, 1825, 1359, 1839]
tea-place: আলিপুরদুয়ার — [1097, 665, 1192, 696]
sudoku-solution — [381, 1818, 547, 2190]
grid-row — [382, 1920, 537, 1936]
elomelo-box — [595, 1881, 719, 1971]
grid-cell: 4 — [520, 1853, 537, 1869]
grid-cell: 8 — [520, 1869, 537, 1885]
grid-cell: 1 — [416, 1885, 433, 1903]
grid-cell — [271, 1854, 310, 1902]
grid-row — [382, 1885, 537, 1903]
grid-row — [39, 1854, 351, 1902]
tea-worker — [845, 267, 878, 295]
milon-story — [783, 1580, 978, 1804]
grid-cell: 7 — [399, 1970, 416, 1986]
grid-cell — [194, 1955, 231, 2003]
grid-cell — [155, 1955, 194, 2003]
grid-cell: 8 — [78, 2052, 116, 2099]
grid-cell: 1 — [116, 1903, 155, 1951]
grid-cell: 9 — [486, 1853, 503, 1869]
grid-cell: 6 — [503, 1936, 520, 1953]
toto-byline: নিজস্ব সংবাদদাতা — [1374, 280, 1448, 292]
tea-garden-photo — [783, 129, 1302, 486]
basanta-body: ইটাহার: বানবেলো উচ্চ বিদ্যালয়ের উদ্যোগে সোমবার বসন্ত উৎসব পালিত হল। বিদ্যালয় প্রাঙ্গণে রক্তিম আবিরের আবহে নাচ-গান ও সাংস্কৃতিক অনুষ্ঠানে মাতেন পড়ুয়া ও শিক্ষক-শিক্ষিকারা। — [38, 1149, 214, 1218]
tea-byline: নিজস্ব সংবাদদাতা — [1108, 647, 1182, 659]
tea-body: জাপানের কায়দায় এ বার 'মাচা টি' তৈরি করল আলিপুরদুয়ারের মাঝেরডাবরি চা বাগান। দোল পূর্ণিমার রাতে চাঁদের আলোয় চা পাতা তোলা হয়েছে সেখানে। বাগানের শ্রমিকরা রাতে পাতা তুলেছেন, তা থেকেই তৈরি হয়েছে বিশেষ এই চা। মাঝেরডাবরি চা বাগান কর্তৃপক্ষ জানিয়েছেন, কয়েক বছর ধরেই বিভিন্ন পূর্ণিমায় চা পাতা তুলে বিশেষ চা তৈরি করা হচ্ছে। এ বছর প্রথম বার জাপানি পদ্ধতিতে মাচা টি তৈরির চেষ্টা করা হয়েছে। চা গাছগুলিকে নির্দিষ্ট সময় ছায়ায় ঢেকে রাখা হয়েছিল, যাতে পাতায় ক্লোরোফিলের পরিমাণ বাড়ে। পরে পাতা গুঁড়িয়ে মাচা তৈরি করা হয়। এই চায়ের চাহিদা দেশ-বিদেশে রয়েছে বলে জানিয়েছেন বাগান কর্তৃপক্ষ। বাগানের ম্যানেজার চিন্ময় ধর বলেন, 'পূর্ণিমার রাতে তোলা চা পাতার স্বাদ ও গন্ধ আলাদা। তাই এই চায়ের কদরও বেশি।' এই বিশেষ চা নিলামে উঁচু দর পাবে বলে আশা করছেন তাঁরা। পর্যটকদের কাছেও এটি আকর্ষণীয় হয়ে উঠছে। — [985, 703, 1304, 852]
ityadi-ad1: আমি, Sajan Agarwala, S/O. Ram Lal Agarwala, Residing at Station Road, Ward No.12, P.S. & P.O. Alipurduar, Pin-736121. W.B. গত 05/07/2022 তারিখে E.M.Court, Alipurduar, W.B. Affidavit No. 5741/22. বলে Sajan Kumar Agarwala নামে পরিচিত হলাম। — [1051, 1899, 1147, 1997]
grid-cell: 2 — [155, 2052, 194, 2099]
agent-row: ● হাসিমারা তাপস কুন্ডু 8016675880 — [1163, 2171, 1502, 2181]
grid-cell: 1 — [433, 1869, 451, 1885]
toto-story — [1314, 129, 1509, 1152]
grid-cell: 4 — [486, 1953, 503, 1970]
sensex-headline: অস্থির সূচক নামল ১০৪৮, ধস টাকায় — [236, 984, 603, 1167]
grid-cell: 6 — [39, 2099, 78, 2147]
grid-cell: 5 — [520, 1970, 537, 1986]
grid-cell — [312, 1854, 351, 1902]
masthead-redline — [38, 105, 1509, 109]
grid-cell: 3 — [520, 1903, 537, 1920]
cough-byline: নিজস্ব সংবাদদাতা — [783, 1885, 857, 1897]
grid-cell: 8 — [399, 1953, 416, 1970]
grid-cell: 5 — [416, 1869, 433, 1885]
grid-cell: 4 — [312, 2099, 351, 2147]
grid-cell: 7 — [116, 1854, 155, 1902]
table-row: রুপোর বাট (প্রতি কেজি) ২,৯২,৯৫০ — [38, 1349, 214, 1368]
hosp-title: হাসপাতালের দাবি — [38, 657, 214, 693]
grid-cell: 8 — [416, 1903, 433, 1920]
elomelo-word: মা হা গু ব — [601, 1913, 713, 1939]
grid-cell: 4 — [39, 2003, 78, 2052]
grid-cell: 9 — [433, 1903, 451, 1920]
notice-address: Address: Shivmandir — [1298, 1958, 1368, 1966]
grid-cell: 6 — [399, 1853, 416, 1869]
grid-row — [39, 2003, 351, 2052]
grid-cell: 2 — [486, 1986, 503, 2003]
aramco-byline: নিজস্ব প্রতিবেদন — [995, 1243, 1064, 1255]
